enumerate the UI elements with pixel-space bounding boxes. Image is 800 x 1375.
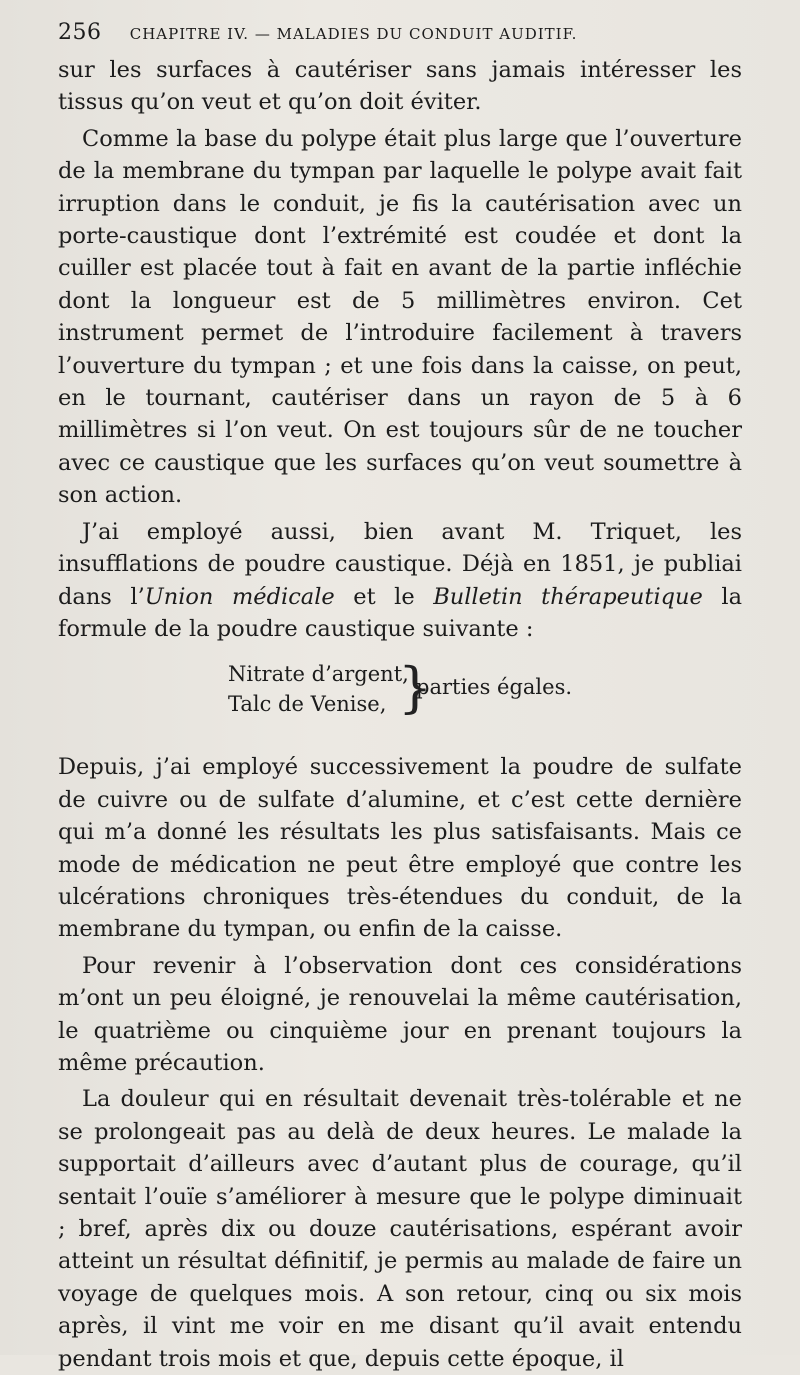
paragraph-cauterization: Comme la base du polype était plus large que l’ouverture de la membrane du tympan par laquelle le polype avait fait irruption dans le conduit, je fis la cautérisation avec un porte-caustique dont l’extrémité est coudée et dont la cuiller est placée tout à fait en avant de la partie infléchie dont la longueur est de 5 millimètres environ. Cet instrument permet de l’introduire facilement à travers l’ouverture du tympan ; et une fois dans la caisse, on peut, en le tournant, cautériser dans un rayon de 5 à 6 millimètres si l’on veut. On est toujours sûr de ne toucher avec ce caustique que les surfaces qu’on veut soumettre à son action.: [58, 125, 742, 509]
formula-proportion: parties égales.: [416, 675, 573, 700]
insufflations-text-c: la formule de la poudre caustique suivante :: [58, 583, 742, 642]
formula-ingredient: Talc de Venise,: [228, 692, 387, 717]
journal-bulletin-therapeutique: Bulletin thérapeutique: [433, 583, 703, 610]
insufflations-text-a: J’ai employé aussi, bien avant M. Triquet, les insufflations de poudre caustique. Déjà en 1851, je publiai dans l’: [58, 518, 742, 610]
chapter-title: CHAPITRE IV. — MALADIES DU CONDUIT AUDITIF.: [129, 25, 578, 43]
formula-ingredients: [228, 659, 409, 719]
page-number: 256: [58, 20, 102, 45]
paragraph-insufflations: [58, 516, 742, 646]
running-header: [58, 20, 758, 45]
journal-union-medicale: Union médicale: [144, 583, 335, 610]
page-body: [58, 54, 742, 1375]
paragraph-outcome: La douleur qui en résultait devenait très-tolérable et ne se prolongeait pas au delà de deux heures. Le malade la supportait d’ailleurs avec d’autant plus de courage, qu’il sentait l’ouïe s’améliorer à mesure que le polype diminuait ; bref, après dix ou douze cautérisations, espérant avoir atteint un résultat définitif, je permis au malade de faire un voyage de quelques mois. A son retour, cinq ou six mois après, il vint me voir en me disant qu’il avait entendu pendant trois mois et que, depuis cette époque, il: [58, 1086, 742, 1372]
paragraph-continuation: sur les surfaces à cautériser sans jamais intéresser les tissus qu’on veut et qu’on doit éviter.: [58, 57, 742, 116]
insufflations-text-b: et le: [334, 583, 434, 610]
formula-brace: }: [398, 656, 433, 720]
paragraph-sulfate: Depuis, j’ai employé successivement la poudre de sulfate de cuivre ou de sulfate d’alumine, et c’est cette dernière qui m’a donné les résultats les plus satisfaisants. Mais ce mode de médication ne peut être employé que contre les ulcérations chroniques très-étendues du conduit, de la membrane du tympan, ou enfin de la caisse.: [58, 754, 742, 943]
formula-ingredient: Nitrate d’argent,: [228, 662, 409, 687]
powder-formula: [58, 656, 742, 735]
paragraph-observation: Pour revenir à l’observation dont ces considérations m’ont un peu éloigné, je renouvelai la même cautérisation, le quatrième ou cinquième jour en prenant toujours la même précaution.: [58, 952, 742, 1076]
